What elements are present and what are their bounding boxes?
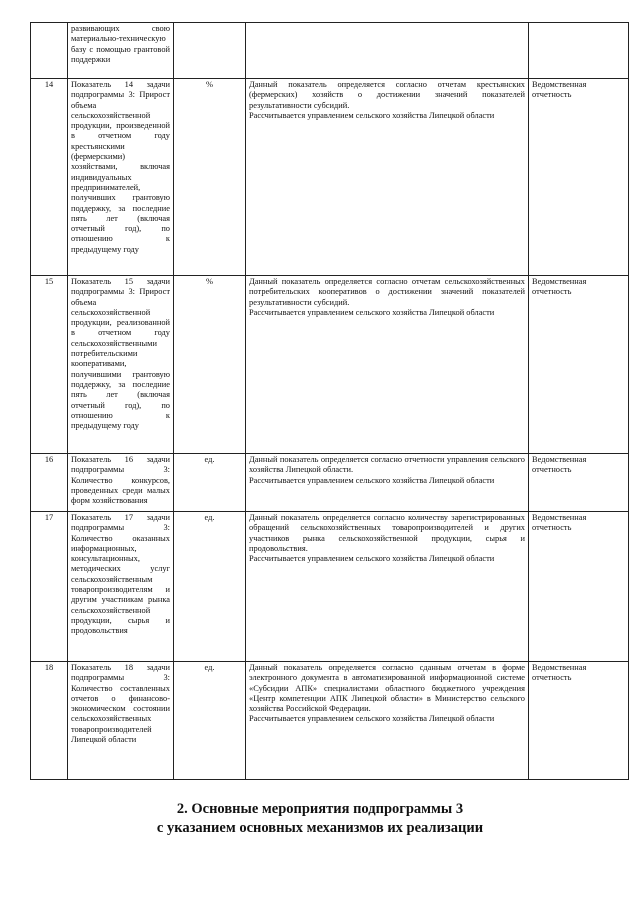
section-heading-line-1: 2. Основные мероприятия подпрограммы 3 [176,801,464,817]
table-row [31,23,629,79]
row-number-cell [31,23,68,79]
calculation-method-cell [246,276,529,454]
table-row [31,454,629,512]
method-paragraph: Рассчитывается управлением сельского хозяйства Липецкой области [249,110,495,120]
data-source-cell: Ведомственная отчетность [529,662,629,780]
method-paragraph: Данный показатель определяется согласно отчетам крестьянских (фермерских) хозяйств о достижении значений показателей результативности субсидий. [249,80,525,110]
calculation-method-cell [246,662,529,780]
data-source-cell: Ведомственная отчетность [529,512,629,662]
indicator-name-cell: Показатель 17 задачи подпрограммы 3: Количество оказанных информационных, консультационных, методических услуг сельскохозяйственным товаропроизводителям и другим участникам рынка сельскохозяйственной продукции, сырья и продовольствия [68,512,174,662]
table-row [31,79,629,276]
data-source-cell: Ведомственная отчетность [529,276,629,454]
calculation-method-cell [246,454,529,512]
indicator-name-cell: развивающих свою материально-техническую базу с помощью грантовой поддержки [68,23,174,79]
calculation-method-cell [246,512,529,662]
indicator-name-cell: Показатель 18 задачи подпрограммы 3: Количество составленных отчетов о финансово-экономическом состоянии сельскохозяйственных товаропроизводителей Липецкой области [68,662,174,780]
indicator-name-cell: Показатель 15 задачи подпрограммы 3: Прирост объема сельскохозяйственной продукции, реализованной в отчетном году сельскохозяйственными потребительскими кооперативами, получившими грантовую поддержку, за последние пять лет (включая отчетный год), по отношению к предыдущему году [68,276,174,454]
unit-cell: ед. [174,662,246,780]
method-paragraph: Рассчитывается управлением сельского хозяйства Липецкой области [249,554,495,564]
data-source-cell [529,23,629,79]
row-number-cell: 14 [31,79,68,276]
data-source-cell: Ведомственная отчетность [529,454,629,512]
indicator-table [30,22,629,780]
table-row [31,512,629,662]
row-number-cell: 17 [31,512,68,662]
calculation-method-cell [246,23,529,79]
data-source-cell: Ведомственная отчетность [529,79,629,276]
row-number-cell: 16 [31,454,68,512]
method-paragraph: Рассчитывается управлением сельского хозяйства Липецкой области [249,475,495,485]
table-body [31,23,629,780]
unit-cell: ед. [174,454,246,512]
row-number-cell: 18 [31,662,68,780]
unit-cell: ед. [174,512,246,662]
method-paragraph: Данный показатель определяется согласно сданным отчетам в форме электронного документа в автоматизированной информационной системе «Субсидии АПК» специалистами областного бюджетного учреждения «Центр компетенции АПК Липецкой области» в Министерство сельского хозяйства Российской Федерации. [249,663,525,714]
method-paragraph: Данный показатель определяется согласно отчетности управления сельского хозяйства Липецкой области. [249,455,525,475]
indicator-name-cell: Показатель 16 задачи подпрограммы 3: Количество конкурсов, проведенных среди малых форм хозяйствования [68,454,174,512]
unit-cell [174,23,246,79]
calculation-method-cell [246,79,529,276]
section-heading-line-2: с указанием основных механизмов их реализации [156,820,484,836]
row-number-cell: 15 [31,276,68,454]
method-paragraph: Рассчитывается управлением сельского хозяйства Липецкой области [249,307,495,317]
indicator-name-cell: Показатель 14 задачи подпрограммы 3: Прирост объема сельскохозяйственной продукции, произведенной в отчетном году крестьянскими (фермерскими) хозяйствами, включая индивидуальных предпринимателей, получивших грантовую поддержку, за последние пять лет (включая отчетный год), по отношению к предыдущему году [68,79,174,276]
method-paragraph: Данный показатель определяется согласно количеству зарегистрированных обращений сельскохозяйственных товаропроизводителей и других участников рынка сельскохозяйственной продукции, сырья и продовольствия. [249,513,525,553]
unit-cell: % [174,79,246,276]
unit-cell: % [174,276,246,454]
table-row [31,276,629,454]
method-paragraph: Рассчитывается управлением сельского хозяйства Липецкой области [249,714,495,724]
section-heading [0,800,640,838]
method-paragraph: Данный показатель определяется согласно отчетам сельскохозяйственных потребительских кооперативов о достижении значений показателей результативности субсидий. [249,277,525,307]
table-row [31,662,629,780]
